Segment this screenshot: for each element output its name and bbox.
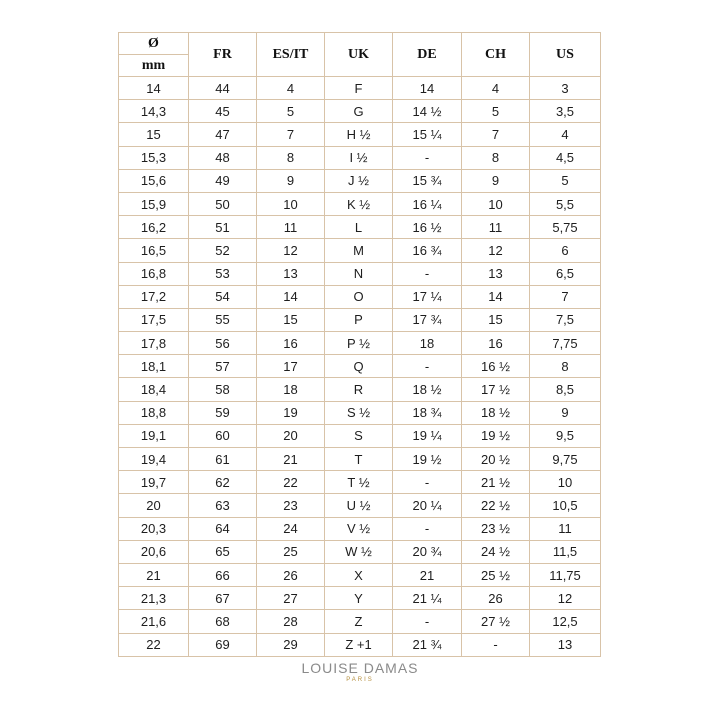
cell-diameter: 15,6 bbox=[119, 169, 189, 192]
cell-ch: 14 bbox=[462, 285, 530, 308]
cell-esit: 21 bbox=[257, 448, 325, 471]
brand-city: PARIS bbox=[346, 677, 374, 683]
cell-uk: N bbox=[325, 262, 393, 285]
table-row bbox=[119, 540, 601, 563]
cell-de: 21 ¾ bbox=[393, 633, 462, 656]
cell-diameter: 16,5 bbox=[119, 239, 189, 262]
cell-diameter: 14 bbox=[119, 77, 189, 100]
cell-esit: 5 bbox=[257, 100, 325, 123]
cell-de: 17 ¾ bbox=[393, 308, 462, 331]
cell-de: 16 ¼ bbox=[393, 192, 462, 215]
cell-us: 5,75 bbox=[530, 216, 601, 239]
cell-ch: 11 bbox=[462, 216, 530, 239]
cell-esit: 28 bbox=[257, 610, 325, 633]
table-row bbox=[119, 262, 601, 285]
cell-diameter: 19,1 bbox=[119, 424, 189, 447]
cell-diameter: 18,1 bbox=[119, 355, 189, 378]
cell-ch: 21 ½ bbox=[462, 471, 530, 494]
cell-esit: 15 bbox=[257, 308, 325, 331]
cell-esit: 4 bbox=[257, 77, 325, 100]
cell-us: 6,5 bbox=[530, 262, 601, 285]
cell-de: 18 bbox=[393, 332, 462, 355]
cell-us: 8,5 bbox=[530, 378, 601, 401]
table-row bbox=[119, 587, 601, 610]
brand-logo bbox=[0, 660, 720, 683]
cell-esit: 23 bbox=[257, 494, 325, 517]
cell-ch: - bbox=[462, 633, 530, 656]
cell-de: 18 ¾ bbox=[393, 401, 462, 424]
ring-size-table bbox=[118, 32, 601, 657]
cell-fr: 53 bbox=[189, 262, 257, 285]
cell-de: 20 ¾ bbox=[393, 540, 462, 563]
cell-us: 13 bbox=[530, 633, 601, 656]
table-row bbox=[119, 123, 601, 146]
cell-ch: 16 ½ bbox=[462, 355, 530, 378]
table-row bbox=[119, 448, 601, 471]
table-row bbox=[119, 494, 601, 517]
cell-fr: 47 bbox=[189, 123, 257, 146]
cell-uk: L bbox=[325, 216, 393, 239]
cell-esit: 22 bbox=[257, 471, 325, 494]
cell-ch: 7 bbox=[462, 123, 530, 146]
cell-us: 4,5 bbox=[530, 146, 601, 169]
cell-fr: 59 bbox=[189, 401, 257, 424]
cell-diameter: 18,8 bbox=[119, 401, 189, 424]
cell-fr: 68 bbox=[189, 610, 257, 633]
cell-diameter: 18,4 bbox=[119, 378, 189, 401]
cell-us: 12 bbox=[530, 587, 601, 610]
cell-diameter: 19,4 bbox=[119, 448, 189, 471]
cell-uk: Z +1 bbox=[325, 633, 393, 656]
cell-ch: 10 bbox=[462, 192, 530, 215]
cell-uk: G bbox=[325, 100, 393, 123]
cell-fr: 62 bbox=[189, 471, 257, 494]
cell-esit: 13 bbox=[257, 262, 325, 285]
cell-esit: 8 bbox=[257, 146, 325, 169]
header-us: US bbox=[530, 33, 601, 77]
table-row bbox=[119, 332, 601, 355]
cell-us: 9 bbox=[530, 401, 601, 424]
cell-de: - bbox=[393, 610, 462, 633]
table-row bbox=[119, 563, 601, 586]
cell-ch: 26 bbox=[462, 587, 530, 610]
cell-fr: 51 bbox=[189, 216, 257, 239]
cell-esit: 25 bbox=[257, 540, 325, 563]
cell-fr: 69 bbox=[189, 633, 257, 656]
cell-esit: 11 bbox=[257, 216, 325, 239]
cell-diameter: 20,3 bbox=[119, 517, 189, 540]
table-row bbox=[119, 378, 601, 401]
header-de: DE bbox=[393, 33, 462, 77]
cell-us: 7,5 bbox=[530, 308, 601, 331]
table-row bbox=[119, 517, 601, 540]
cell-fr: 52 bbox=[189, 239, 257, 262]
cell-fr: 67 bbox=[189, 587, 257, 610]
table-row bbox=[119, 308, 601, 331]
cell-us: 4 bbox=[530, 123, 601, 146]
cell-uk: Y bbox=[325, 587, 393, 610]
cell-uk: H ½ bbox=[325, 123, 393, 146]
cell-de: 15 ¾ bbox=[393, 169, 462, 192]
cell-de: 18 ½ bbox=[393, 378, 462, 401]
cell-ch: 24 ½ bbox=[462, 540, 530, 563]
cell-fr: 63 bbox=[189, 494, 257, 517]
cell-ch: 20 ½ bbox=[462, 448, 530, 471]
header-ch: CH bbox=[462, 33, 530, 77]
cell-uk: T ½ bbox=[325, 471, 393, 494]
cell-us: 8 bbox=[530, 355, 601, 378]
cell-esit: 29 bbox=[257, 633, 325, 656]
brand-name: LOUISE DAMAS bbox=[301, 660, 419, 676]
cell-diameter: 19,7 bbox=[119, 471, 189, 494]
cell-de: 17 ¼ bbox=[393, 285, 462, 308]
cell-us: 3,5 bbox=[530, 100, 601, 123]
cell-de: - bbox=[393, 146, 462, 169]
table-row bbox=[119, 100, 601, 123]
header-diameter-unit: mm bbox=[119, 55, 189, 77]
cell-de: 14 bbox=[393, 77, 462, 100]
table-row bbox=[119, 239, 601, 262]
cell-de: 21 bbox=[393, 563, 462, 586]
cell-diameter: 15,9 bbox=[119, 192, 189, 215]
cell-diameter: 21,3 bbox=[119, 587, 189, 610]
cell-us: 9,5 bbox=[530, 424, 601, 447]
table-row bbox=[119, 355, 601, 378]
cell-uk: T bbox=[325, 448, 393, 471]
cell-de: 16 ¾ bbox=[393, 239, 462, 262]
cell-us: 11 bbox=[530, 517, 601, 540]
cell-uk: K ½ bbox=[325, 192, 393, 215]
cell-us: 11,5 bbox=[530, 540, 601, 563]
cell-esit: 24 bbox=[257, 517, 325, 540]
cell-esit: 10 bbox=[257, 192, 325, 215]
cell-de: - bbox=[393, 262, 462, 285]
cell-diameter: 21 bbox=[119, 563, 189, 586]
cell-uk: W ½ bbox=[325, 540, 393, 563]
cell-fr: 61 bbox=[189, 448, 257, 471]
table-row bbox=[119, 169, 601, 192]
cell-uk: R bbox=[325, 378, 393, 401]
cell-diameter: 16,8 bbox=[119, 262, 189, 285]
cell-esit: 20 bbox=[257, 424, 325, 447]
cell-fr: 50 bbox=[189, 192, 257, 215]
table-body bbox=[119, 77, 601, 657]
cell-uk: P bbox=[325, 308, 393, 331]
cell-de: - bbox=[393, 355, 462, 378]
table-row bbox=[119, 77, 601, 100]
cell-uk: M bbox=[325, 239, 393, 262]
header-diameter-symbol: Ø bbox=[119, 33, 189, 55]
cell-de: 15 ¼ bbox=[393, 123, 462, 146]
cell-fr: 58 bbox=[189, 378, 257, 401]
cell-fr: 66 bbox=[189, 563, 257, 586]
cell-us: 5 bbox=[530, 169, 601, 192]
table-row bbox=[119, 216, 601, 239]
cell-uk: J ½ bbox=[325, 169, 393, 192]
cell-us: 10 bbox=[530, 471, 601, 494]
cell-fr: 49 bbox=[189, 169, 257, 192]
table-row bbox=[119, 633, 601, 656]
cell-fr: 60 bbox=[189, 424, 257, 447]
cell-ch: 25 ½ bbox=[462, 563, 530, 586]
cell-diameter: 22 bbox=[119, 633, 189, 656]
cell-us: 3 bbox=[530, 77, 601, 100]
cell-ch: 18 ½ bbox=[462, 401, 530, 424]
cell-uk: V ½ bbox=[325, 517, 393, 540]
cell-fr: 54 bbox=[189, 285, 257, 308]
cell-fr: 55 bbox=[189, 308, 257, 331]
cell-de: 19 ½ bbox=[393, 448, 462, 471]
table-row bbox=[119, 424, 601, 447]
cell-us: 9,75 bbox=[530, 448, 601, 471]
cell-ch: 12 bbox=[462, 239, 530, 262]
cell-diameter: 14,3 bbox=[119, 100, 189, 123]
cell-ch: 5 bbox=[462, 100, 530, 123]
cell-de: 19 ¼ bbox=[393, 424, 462, 447]
cell-us: 6 bbox=[530, 239, 601, 262]
cell-uk: Q bbox=[325, 355, 393, 378]
cell-ch: 4 bbox=[462, 77, 530, 100]
cell-ch: 13 bbox=[462, 262, 530, 285]
cell-ch: 8 bbox=[462, 146, 530, 169]
table-header bbox=[119, 33, 601, 77]
cell-ch: 15 bbox=[462, 308, 530, 331]
cell-fr: 56 bbox=[189, 332, 257, 355]
cell-esit: 16 bbox=[257, 332, 325, 355]
cell-fr: 65 bbox=[189, 540, 257, 563]
cell-diameter: 20,6 bbox=[119, 540, 189, 563]
cell-ch: 22 ½ bbox=[462, 494, 530, 517]
table-row bbox=[119, 285, 601, 308]
cell-diameter: 17,5 bbox=[119, 308, 189, 331]
cell-uk: U ½ bbox=[325, 494, 393, 517]
cell-ch: 9 bbox=[462, 169, 530, 192]
cell-de: 21 ¼ bbox=[393, 587, 462, 610]
cell-uk: O bbox=[325, 285, 393, 308]
cell-diameter: 15,3 bbox=[119, 146, 189, 169]
table-row bbox=[119, 471, 601, 494]
cell-uk: S ½ bbox=[325, 401, 393, 424]
cell-us: 10,5 bbox=[530, 494, 601, 517]
cell-uk: X bbox=[325, 563, 393, 586]
cell-us: 5,5 bbox=[530, 192, 601, 215]
cell-esit: 9 bbox=[257, 169, 325, 192]
header-fr: FR bbox=[189, 33, 257, 77]
cell-diameter: 17,8 bbox=[119, 332, 189, 355]
cell-de: - bbox=[393, 471, 462, 494]
cell-ch: 19 ½ bbox=[462, 424, 530, 447]
cell-esit: 19 bbox=[257, 401, 325, 424]
cell-diameter: 21,6 bbox=[119, 610, 189, 633]
cell-fr: 57 bbox=[189, 355, 257, 378]
cell-uk: P ½ bbox=[325, 332, 393, 355]
cell-fr: 45 bbox=[189, 100, 257, 123]
cell-de: 14 ½ bbox=[393, 100, 462, 123]
header-uk: UK bbox=[325, 33, 393, 77]
cell-de: 20 ¼ bbox=[393, 494, 462, 517]
cell-uk: F bbox=[325, 77, 393, 100]
cell-diameter: 16,2 bbox=[119, 216, 189, 239]
cell-de: 16 ½ bbox=[393, 216, 462, 239]
cell-diameter: 15 bbox=[119, 123, 189, 146]
cell-diameter: 20 bbox=[119, 494, 189, 517]
table-row bbox=[119, 192, 601, 215]
cell-uk: Z bbox=[325, 610, 393, 633]
cell-ch: 16 bbox=[462, 332, 530, 355]
cell-fr: 64 bbox=[189, 517, 257, 540]
cell-esit: 26 bbox=[257, 563, 325, 586]
cell-esit: 18 bbox=[257, 378, 325, 401]
cell-diameter: 17,2 bbox=[119, 285, 189, 308]
header-esit: ES/IT bbox=[257, 33, 325, 77]
cell-ch: 17 ½ bbox=[462, 378, 530, 401]
cell-ch: 23 ½ bbox=[462, 517, 530, 540]
cell-us: 7 bbox=[530, 285, 601, 308]
cell-us: 11,75 bbox=[530, 563, 601, 586]
cell-uk: S bbox=[325, 424, 393, 447]
table-row bbox=[119, 146, 601, 169]
table-row bbox=[119, 610, 601, 633]
cell-fr: 44 bbox=[189, 77, 257, 100]
cell-us: 7,75 bbox=[530, 332, 601, 355]
cell-fr: 48 bbox=[189, 146, 257, 169]
cell-esit: 27 bbox=[257, 587, 325, 610]
cell-de: - bbox=[393, 517, 462, 540]
cell-esit: 12 bbox=[257, 239, 325, 262]
cell-us: 12,5 bbox=[530, 610, 601, 633]
cell-ch: 27 ½ bbox=[462, 610, 530, 633]
cell-esit: 17 bbox=[257, 355, 325, 378]
cell-esit: 14 bbox=[257, 285, 325, 308]
cell-esit: 7 bbox=[257, 123, 325, 146]
table-row bbox=[119, 401, 601, 424]
cell-uk: I ½ bbox=[325, 146, 393, 169]
